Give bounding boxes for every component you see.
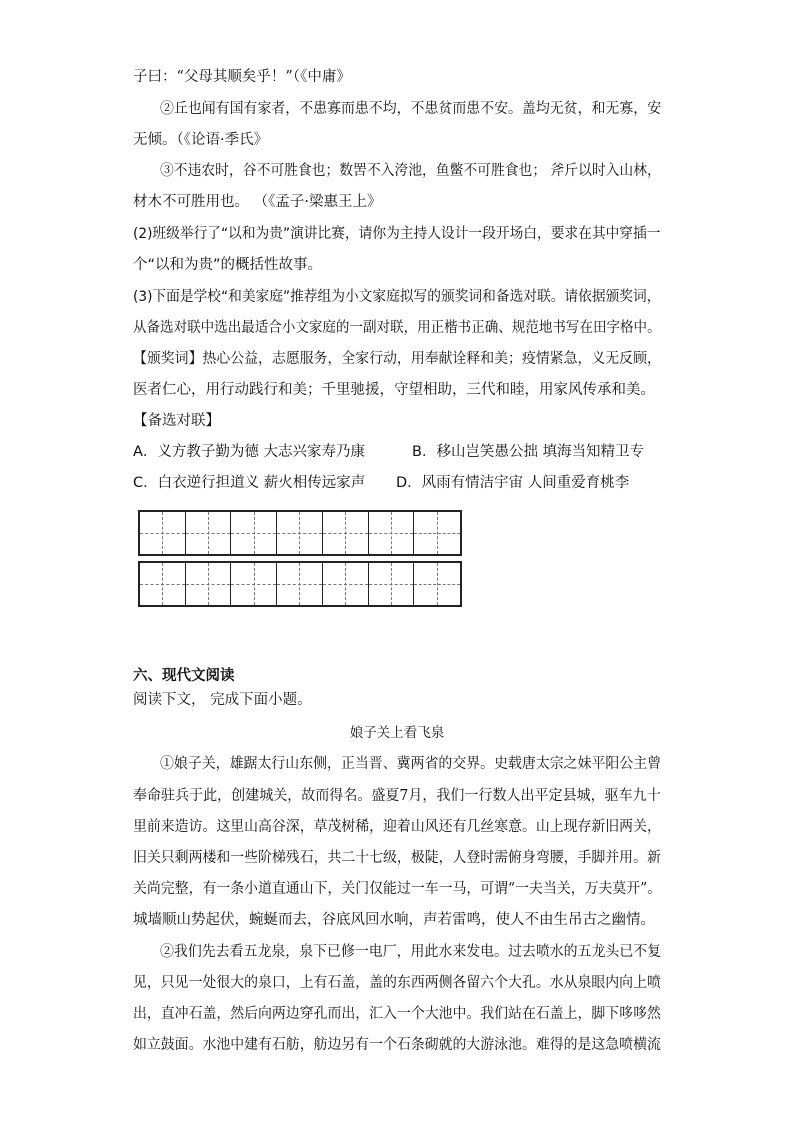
grid-guide-horizontal [231, 533, 276, 534]
award-speech-line-1: 【颁奖词】热心公益，志愿服务，全家行动，用奉献诠释和美；疫情紧急，义无反顾， [133, 351, 661, 367]
grid-guide-horizontal [323, 584, 368, 585]
quote-zhongyong: 子曰：“父母其顺矣乎！”（《中庸》 [133, 69, 351, 85]
article-title: 娘子关上看飞泉 [349, 725, 445, 741]
tianzige-cell[interactable] [186, 512, 232, 554]
tianzige-cell[interactable] [231, 563, 277, 605]
grid-guide-horizontal [414, 584, 460, 585]
option-b: B．移山岂笑愚公拙 填海当知精卫专 [412, 444, 645, 460]
grid-guide-horizontal [186, 584, 231, 585]
grid-guide-horizontal [186, 533, 231, 534]
tianzige-cell[interactable] [277, 563, 323, 605]
tianzige-cell[interactable] [231, 512, 277, 554]
article-line: 见，只见一处很大的泉口，上有石盖，盖的东西两侧各留六个大孔。水从泉眼内向上喷 [133, 975, 661, 991]
option-d: D．风雨有情洁宇宙 人间重爱育桃李 [396, 475, 630, 491]
question-3-line-2: 从备选对联中选出最适合小文家庭的一副对联，用正楷书正确、规范地书写在田字格中。 [133, 320, 661, 336]
question-3-line-1: (3)下面是学校“和美家庭”推荐组为小文家庭拟写的颁奖词和备选对联。请依据颁奖词， [133, 289, 661, 305]
grid-guide-horizontal [414, 533, 460, 534]
article-line: 里前来造访。这里山高谷深，草茂树稀，迎着山风还有几丝寒意。山上现存新旧两关， [133, 819, 661, 835]
tianzige-cell[interactable] [277, 512, 323, 554]
tianzige-grid-row-2[interactable] [138, 561, 462, 607]
tianzige-cell[interactable] [186, 563, 232, 605]
quote-lunyu-line-1: ②丘也闻有国有家者，不患寡而患不均，不患贫而患不安。盖均无贫，和无寡，安 [160, 101, 662, 117]
question-2-line-2: 个“以和为贵”的概括性故事。 [133, 257, 323, 273]
section-heading: 六、现代文阅读 [133, 668, 235, 684]
grid-guide-horizontal [369, 533, 414, 534]
option-a: A．义方教子勤为德 大志兴家寿乃康 [133, 444, 366, 460]
quote-mengzi-line-1: ③不违农时，谷不可胜食也；数罟不入洿池，鱼鳖不可胜食也； 斧斤以时入山林， [160, 163, 661, 179]
article-line: 城墙顺山势起伏，蜿蜒而去，谷底风回水响，声若雷鸣，使人不由生吊古之幽情。 [133, 912, 655, 928]
grid-guide-horizontal [231, 584, 276, 585]
tianzige-cell[interactable] [323, 512, 369, 554]
grid-guide-horizontal [323, 533, 368, 534]
article-line: 奉命驻兵于此，创建城关，故而得名。盛夏7月，我们一行数人出平定县城，驱车九十 [133, 788, 661, 804]
grid-guide-horizontal [140, 584, 185, 585]
grid-guide-horizontal [140, 533, 185, 534]
quote-lunyu-line-2: 无倾。（《论语·季氏》 [133, 132, 269, 148]
article-line: 旧关只剩两楼和一些阶梯残石，共二十七级，极陡，人登时需俯身弯腰，手脚并用。新 [133, 850, 661, 866]
tianzige-cell[interactable] [140, 512, 186, 554]
tianzige-cell[interactable] [369, 512, 415, 554]
article-line: 如立鼓面。水池中建有石舫，舫边另有一个石条砌就的大游泳池。难得的是这急喷横流 [133, 1037, 661, 1053]
tianzige-cell[interactable] [414, 512, 460, 554]
grid-guide-horizontal [277, 584, 322, 585]
tianzige-cell[interactable] [140, 563, 186, 605]
article-line: ①娘子关，雄踞太行山东侧，正当晋、冀两省的交界。史载唐太宗之妹平阳公主曾 [160, 756, 662, 772]
couplet-options-heading: 【备选对联】 [133, 413, 220, 429]
reading-instruction: 阅读下文， 完成下面小题。 [133, 692, 312, 708]
tianzige-cell[interactable] [369, 563, 415, 605]
question-2-line-1: (2)班级举行了“以和为贵”演讲比赛，请你为主持人设计一段开场白，要求在其中穿插一 [133, 226, 661, 242]
option-c: C．白衣逆行担道义 薪火相传远家声 [133, 475, 366, 491]
article-line: ②我们先去看五龙泉，泉下已修一电厂，用此水来发电。过去喷水的五龙头已不复 [160, 944, 662, 960]
article-line: 关尚完整，有一条小道直通山下，关门仅能过一车一马，可谓“一夫当关，万夫莫开”。 [133, 881, 662, 897]
quote-mengzi-line-2: 材木不可胜用也。 （《孟子·梁惠王上》 [133, 194, 382, 210]
grid-guide-horizontal [277, 533, 322, 534]
article-line: 出，直冲石盖，然后向两边穿孔而出，汇入一个大池中。我们站在石盖上，脚下哆哆然 [133, 1006, 661, 1022]
tianzige-cell[interactable] [323, 563, 369, 605]
award-speech-line-2: 医者仁心，用行动践行和美；千里驰援，守望相助，三代和睦，用家风传承和美。 [133, 382, 655, 398]
tianzige-grid-row-1[interactable] [138, 510, 462, 556]
tianzige-cell[interactable] [414, 563, 460, 605]
grid-guide-horizontal [369, 584, 414, 585]
